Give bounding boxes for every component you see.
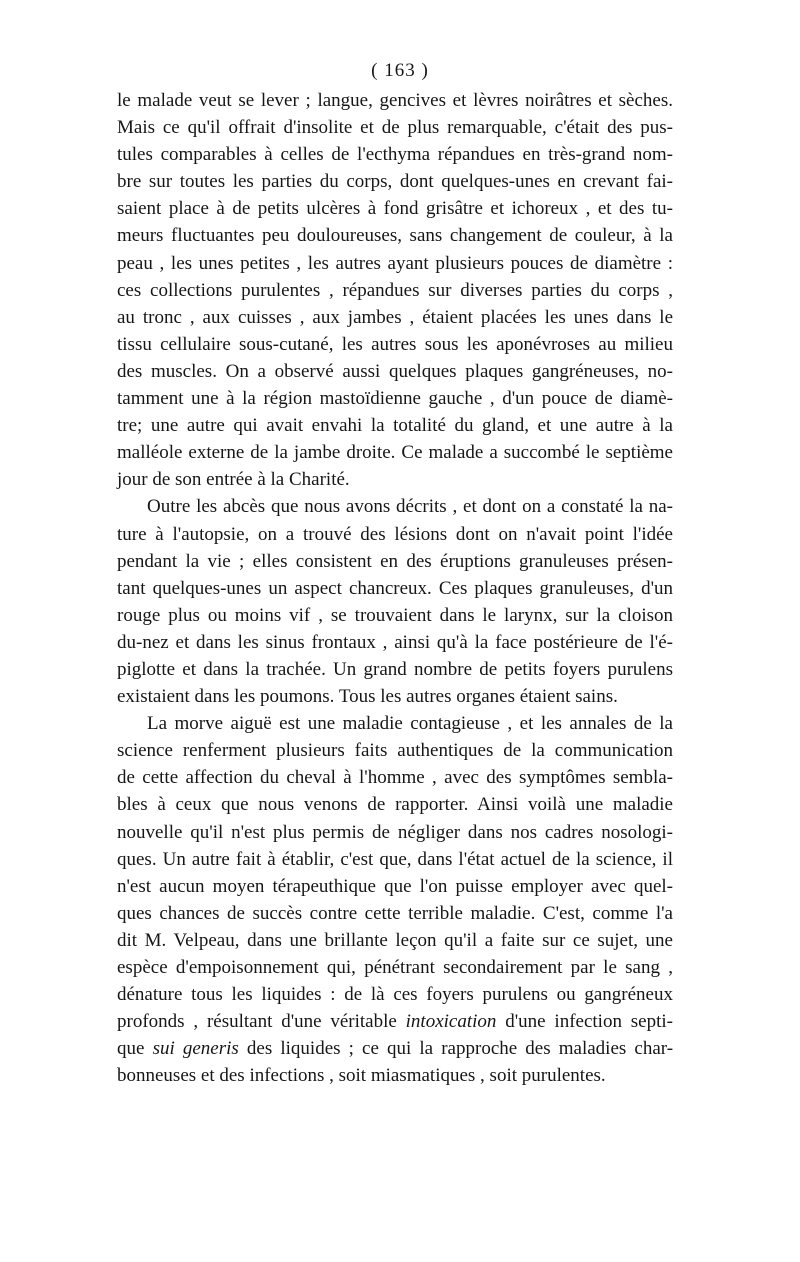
italic-term: sui generis (152, 1038, 239, 1060)
text-line: tre; une autre qui avait envahi la totalité du gland, et une autre à la (117, 415, 673, 437)
body-text (117, 87, 673, 1089)
text-line: ques. Un autre fait à établir, c'est que, dans l'état actuel de la science, il (117, 848, 673, 870)
text-line: pendant la vie ; elles consistent en des éruptions granuleuses présen- (117, 550, 673, 572)
text-line: ques chances de succès contre cette terrible maladie. C'est, comme l'a (117, 902, 673, 924)
text-line: bonneuses et des infections , soit miasmatiques , soit purulentes. (117, 1065, 606, 1087)
text-run: des liquides ; ce qui la rapproche des maladies char- (238, 1038, 674, 1060)
text-line: malléole externe de la jambe droite. Ce malade a succombé le septième (117, 442, 673, 464)
text-run: que (117, 1038, 153, 1060)
paragraph (117, 710, 673, 1089)
text-line (117, 1035, 673, 1062)
text-line: tissu cellulaire sous-cutané, les autres sous les aponévroses au milieu (117, 333, 673, 355)
text-line: n'est aucun moyen térapeuthique que l'on puisse employer avec quel- (117, 875, 673, 897)
text-line: meurs fluctuantes peu douloureuses, sans changement de couleur, à la (117, 225, 673, 247)
text-line: tant quelques-unes un aspect chancreux. Ces plaques granuleuses, d'un (117, 577, 673, 599)
text-line: La morve aiguë est une maladie contagieuse , et les annales de la (147, 713, 673, 735)
text-line: ture à l'autopsie, on a trouvé des lésions dont on n'avait point l'idée (117, 523, 673, 545)
text-line: tules comparables à celles de l'ecthyma répandues en très-grand nom- (117, 144, 673, 166)
text-line: Outre les abcès que nous avons décrits , et dont on a constaté la na- (147, 496, 673, 518)
text-line: dénature tous les liquides : de là ces foyers purulens ou gangréneux (117, 984, 673, 1006)
text-run: d'une infection septi- (496, 1011, 673, 1033)
text-line: nouvelle qu'il n'est plus permis de négliger dans nos cadres nosologi- (117, 821, 673, 843)
text-line: existaient dans les poumons. Tous les autres organes étaient sains. (117, 686, 618, 708)
text-line: de cette affection du cheval à l'homme , avec des symptômes sembla- (117, 767, 673, 789)
text-line: rouge plus ou moins vif , se trouvaient dans le larynx, sur la cloison (117, 604, 673, 626)
text-line: des muscles. On a observé aussi quelques plaques gangréneuses, no- (117, 360, 673, 382)
page-number: ( 163 ) (371, 60, 429, 81)
text-line: tamment une à la région mastoïdienne gauche , d'un pouce de diamè- (117, 388, 673, 410)
text-line: saient place à de petits ulcères à fond grisâtre et ichoreux , et des tu- (117, 198, 673, 220)
italic-term: intoxication (405, 1011, 497, 1033)
text-run: profonds , résultant d'une véritable (117, 1011, 406, 1033)
paragraph (117, 493, 673, 710)
text-line: jour de son entrée à la Charité. (117, 469, 350, 491)
text-line: ces collections purulentes , répandues sur diverses parties du corps , (117, 279, 673, 301)
text-line: peau , les unes petites , les autres ayant plusieurs pouces de diamètre : (117, 252, 673, 274)
text-line: science renferment plusieurs faits authentiques de la communication (117, 740, 673, 762)
text-line: Mais ce qu'il offrait d'insolite et de plus remarquable, c'était des pus- (117, 117, 673, 139)
text-line: au tronc , aux cuisses , aux jambes , étaient placées les unes dans le (117, 306, 673, 328)
paragraph (117, 87, 673, 493)
text-line: espèce d'empoisonnement qui, pénétrant secondairement par le sang , (117, 957, 673, 978)
text-line (117, 1008, 673, 1035)
text-line: bre sur toutes les parties du corps, dont quelques-unes en crevant fai- (117, 171, 673, 193)
text-line: dit M. Velpeau, dans une brillante leçon qu'il a faite sur ce sujet, une (117, 929, 673, 951)
text-line: bles à ceux que nous venons de rapporter. Ainsi voilà une maladie (117, 794, 673, 816)
text-line: le malade veut se lever ; langue, gencives et lèvres noirâtres et sèches. (117, 90, 673, 111)
text-line: piglotte et dans la trachée. Un grand nombre de petits foyers purulens (117, 658, 673, 680)
text-line: du-nez et dans les sinus frontaux , ainsi qu'à la face postérieure de l'é- (117, 631, 673, 653)
